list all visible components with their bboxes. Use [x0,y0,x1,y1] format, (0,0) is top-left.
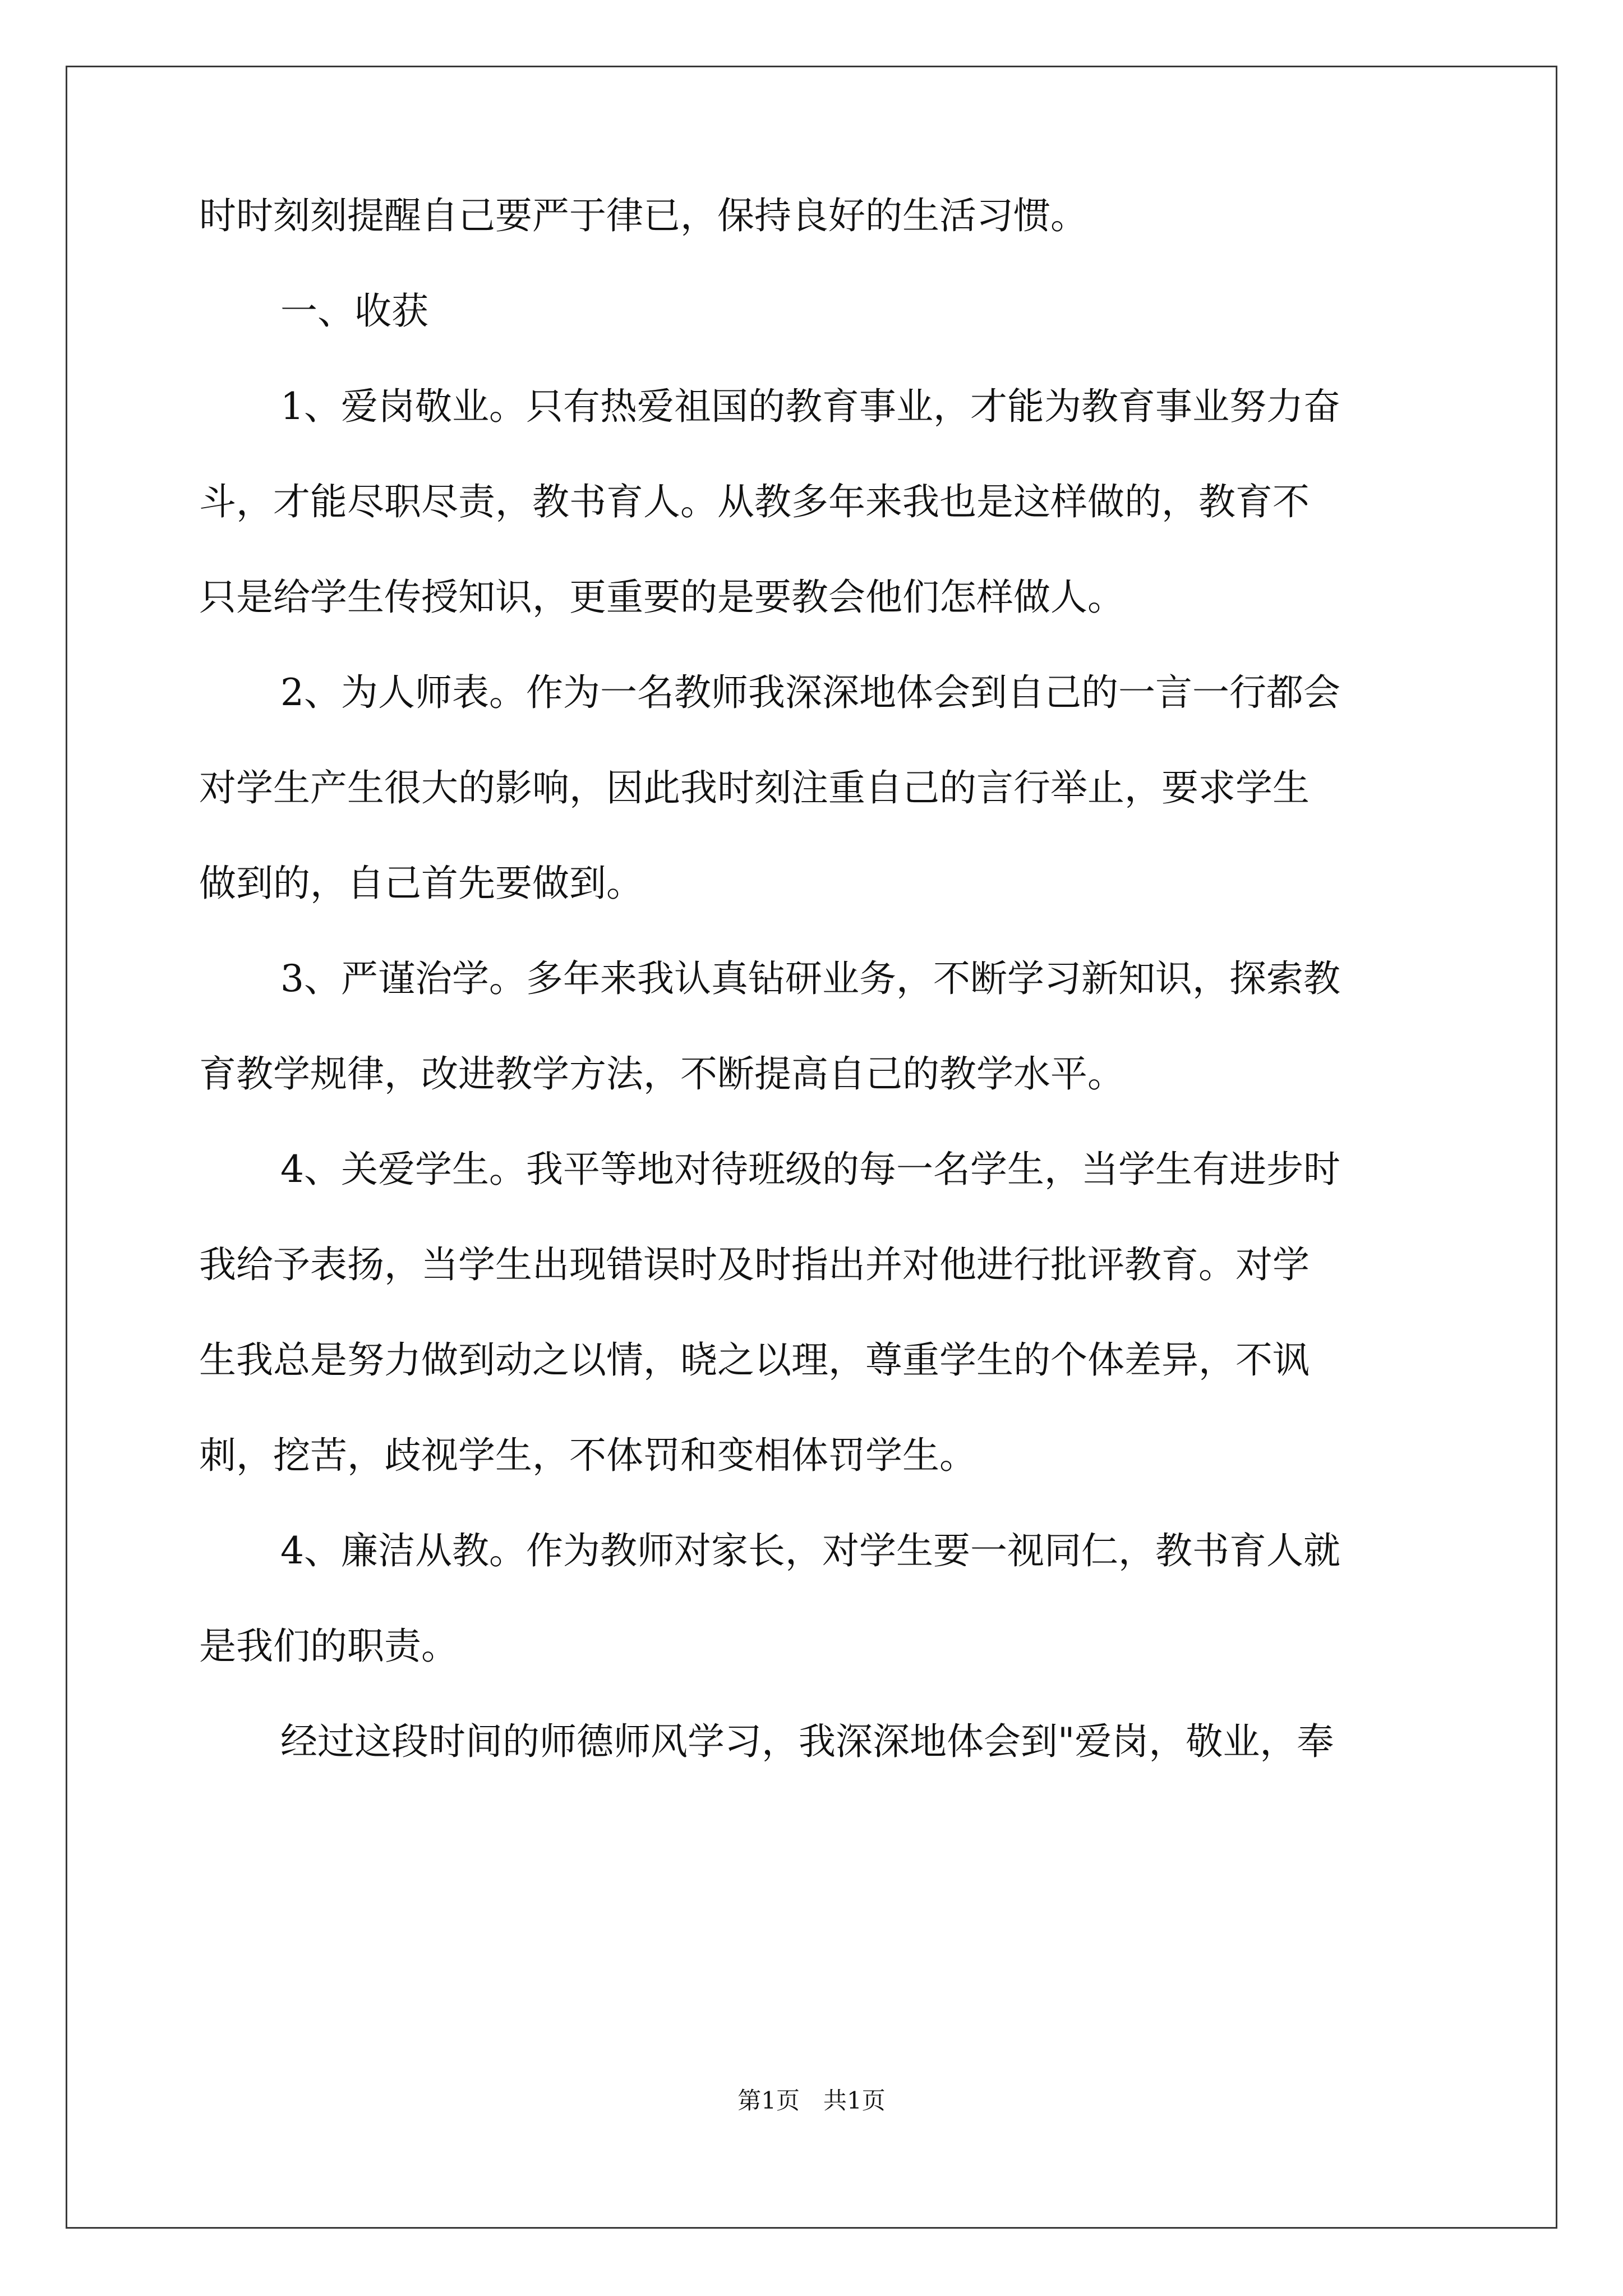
text-line: 只是给学生传授知识，更重要的是要教会他们怎样做人。 [199,576,1124,619]
text-line: 斗，才能尽职尽责，教书育人。从教多年来我也是这样做的，教育不 [199,480,1310,523]
text-line: 经过这段时间的师德师风学习，我深深地体会到"爱岗，敬业，奉 [280,1720,1334,1763]
text-line: 生我总是努力做到动之以情，晓之以理，尊重学生的个体差异，不讽 [199,1338,1310,1382]
text-line: 育教学规律，改进教学方法，不断提高自己的教学水平。 [199,1052,1124,1096]
text-line: 我给予表扬，当学生出现错误时及时指出并对他进行批评教育。对学 [199,1243,1310,1286]
text-line: 刺，挖苦，歧视学生，不体罚和变相体罚学生。 [199,1434,976,1477]
text-line: 1、爱岗敬业。只有热爱祖国的教育事业，才能为教育事业努力奋 [280,385,1340,428]
section-heading: 一、收获 [280,289,428,333]
text-line: 3、严谨治学。多年来我认真钻研业务，不断学习新知识，探索教 [280,957,1340,1000]
text-line: 是我们的职责。 [199,1625,458,1668]
text-line: 时时刻刻提醒自己要严于律已，保持良好的生活习惯。 [199,194,1087,237]
text-line: 2、为人师表。作为一名教师我深深地体会到自己的一言一行都会 [280,671,1340,714]
text-line: 4、廉洁从教。作为教师对家长，对学生要一视同仁，教书育人就 [280,1529,1340,1572]
text-line: 对学生产生很大的影响，因此我时刻注重自己的言行举止，要求学生 [199,766,1310,809]
text-line: 4、关爱学生。我平等地对待班级的每一名学生，当学生有进步时 [280,1148,1340,1191]
text-line: 做到的，自己首先要做到。 [199,862,643,905]
page-footer: 第1页 共1页 [737,2087,886,2114]
